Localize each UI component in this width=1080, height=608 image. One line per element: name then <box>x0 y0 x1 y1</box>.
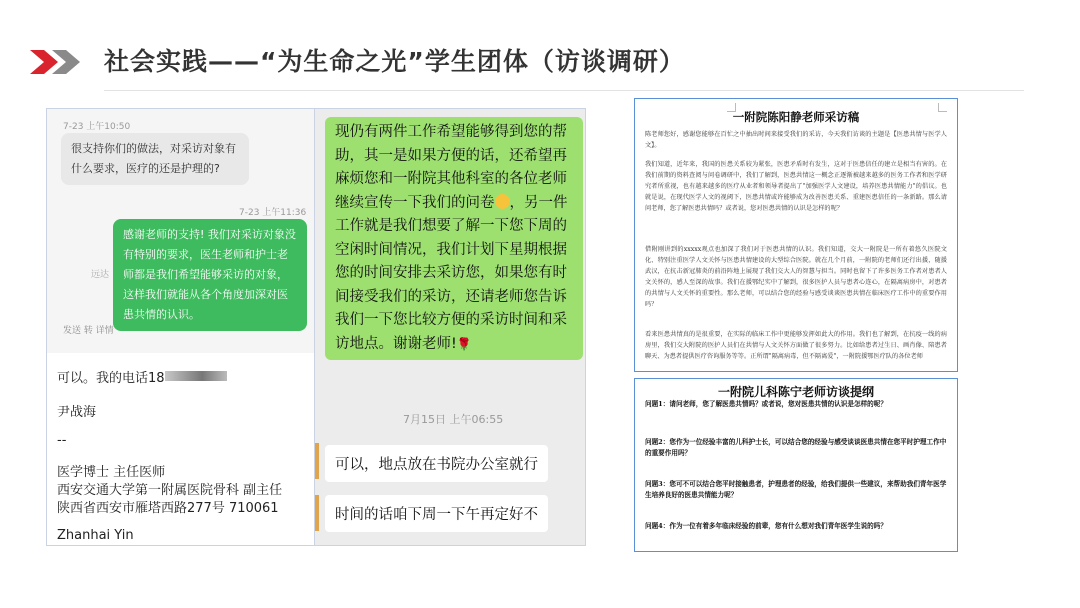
message-timestamp: 7月15日 上午06:55 <box>403 413 504 426</box>
email-sender-name: 尹战海 <box>57 405 97 420</box>
highlight-bar <box>315 495 319 531</box>
page-title: 社会实践——“为生命之光”学生团体（访谈调研） <box>104 47 685 76</box>
incoming-message: 时间的话咱下周一下午再定好不 <box>325 495 548 532</box>
chat-screenshot-left <box>46 108 316 546</box>
document-paragraph: 我们知道，近年来，我国的医患关系较为紧张，医患矛盾时有发生，这对于医患信任的建立是相当有害的。在我们前期的资料查阅与问卷调研中，我们了解到，医患共情这一概念正逐渐被越来越多的医务工作者和医学研究者所重视，也有越来越多的医疗从业者和领导者提出了"加强医学人文建设，培养医患共情能力"的倡议。也就是说，在现代医学人文的视阈下，医患共情或许能够成为改善医患关系、重建医患信任的一条新路。那么请问老师，您了解医患共情吗？或者说，您对医患共情的认识是怎样的呢？ <box>645 161 947 212</box>
side-label: 远达 <box>91 270 110 280</box>
email-signature-title: 医学博士 主任医师 <box>57 465 166 480</box>
rose-emoji-icon: 🌹 <box>456 336 472 351</box>
outgoing-message: 感谢老师的支持! 我们对采访对象没有特别的要求，医生老师和护士老师都是我们希望能够采访的对象，这样我们就能从各个角度加深对医患共情的认识。 <box>113 219 307 331</box>
message-part-2: ，另一件工作就是我们想要了解一下您下周的空闲时间情况，我们计划下星期根据您的时间安排去采访您，如果您有时间接受我们的采访，还请老师您告诉我们一下您比较方便的采访时间和采访地点。谢谢老师! <box>335 194 568 352</box>
interview-transcript-document <box>634 98 958 372</box>
outgoing-message <box>325 117 583 360</box>
document-paragraph: 借附刚讲到的xxxxx观点也加深了我们对于医患共情的认识。我们知道，交大一附院是一所有着悠久医院文化、特别注重医学人文关怀与医患共情建设的大型综合医院。就在几个月前，一附院的老师们还行出援，随援武汉，在抗击新冠肺炎的前沿阵地上展现了我们交大人的智慧与担当。同时也留下了许多医务工作者对患者人文关怀的，感人至深的故事。我们在援鄂纪实中了解到，很多医护人员与患者心连心，在隔离病房中，对患者的共情与人文关怀的重要性。那么老师，可以结合您的经验与感受谈谈医患共情在临床医疗工作中的重要作用吗？ <box>645 246 947 308</box>
interview-outline-document <box>634 378 958 552</box>
incoming-message: 很支持你们的做法，对采访对象有什么要求，医疗的还是护理的? <box>61 133 249 185</box>
interview-question: 问题4：作为一位有着多年临床经验的前辈，您有什么想对我们青年医学生说的吗？ <box>645 522 887 530</box>
interview-question: 问题3：您可不可以结合您平时接触患者，护理患者的经验，给我们提供一些建议，来帮助我们青年医学生培养良好的医患共情能力呢？ <box>645 480 947 499</box>
highlight-bar <box>315 443 319 479</box>
redacted-phone <box>165 371 227 381</box>
document-paragraph: 陈老师您好，感谢您能够在百忙之中抽出时间来接受我们的采访，今天我们访谈的主题是【医患共情与医学人文】。 <box>645 131 947 149</box>
interview-question: 问题1：请问老师，您了解医患共情吗？或者说，您对医患共情的认识是怎样的呢？ <box>645 400 887 408</box>
email-signature-address: 陕西省西安市雁塔西路277号 710061 <box>57 501 279 516</box>
message-timestamp: 7-23 上午11:36 <box>239 208 307 218</box>
message-timestamp: 7-23 上午10:50 <box>63 122 131 132</box>
email-signature-org: 西安交通大学第一附属医院骨科 副主任 <box>57 483 283 498</box>
document-title: 一附院儿科陈宁老师访谈提纲 <box>717 385 874 399</box>
email-signature-pinyin: Zhanhai Yin <box>57 528 134 543</box>
smile-emoji-icon <box>495 194 510 209</box>
email-separator: -- <box>57 433 67 448</box>
faded-actions: 发送 转 详情 <box>63 326 114 336</box>
title-divider <box>104 90 1024 91</box>
email-phone-line: 可以。我的电话18 <box>57 371 165 386</box>
double-chevron-logo-icon <box>30 48 86 76</box>
document-paragraph: 看来医患共情真的是很重要，在实际的临床工作中更能够发挥如此大的作用。我们也了解到，在抗疫一线的病房里，我们交大附院的医护人员们在共情与人文关怀方面做了很多努力。比如给患者过生日、画肖像、陪患者聊天、为患者提供医疗咨询服务等等。正所谓"隔离病毒，但不隔离爱"，一附院援鄂医疗队的各位老师 <box>645 331 947 360</box>
incoming-message: 可以，地点放在书院办公室就行 <box>325 445 548 482</box>
interview-question: 问题2：您作为一位经验丰富的儿科护士长，可以结合您的经验与感受谈谈医患共情在您平时护理工作中的重要作用吗？ <box>645 438 947 457</box>
chat-screenshot-right <box>314 108 586 546</box>
message-part-1: 现仍有两件工作希望能够得到您的帮助，其一是如果方便的话，还希望再麻烦您和一附院其他科室的各位老师继续宣传一下我们的问卷 <box>335 124 567 211</box>
email-reply <box>47 353 315 545</box>
document-title: 一附院陈阳静老师采访稿 <box>732 110 860 124</box>
